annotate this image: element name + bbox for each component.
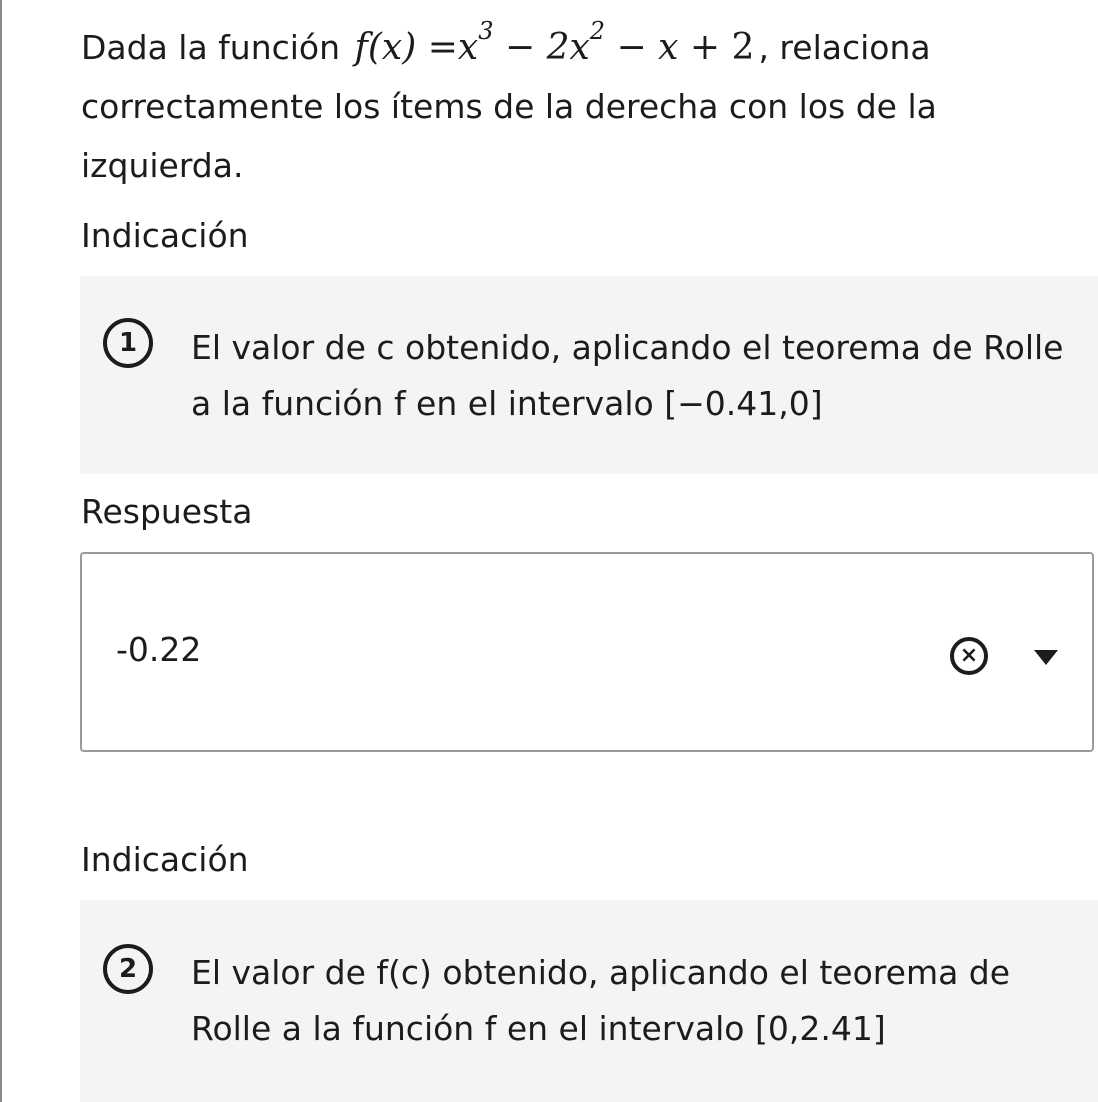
chevron-down-icon[interactable] — [1034, 650, 1058, 665]
answer-label-1: Respuesta — [81, 492, 253, 531]
clear-icon[interactable]: × — [950, 637, 988, 675]
hint-box-1 — [80, 276, 1098, 474]
hint-label-2: Indicación — [81, 840, 249, 879]
hint-text-1: El valor de c obtenido, aplicando el teorema de Rolle a la función f en el intervalo [−0.41,0] — [191, 328, 1064, 423]
answer-selected-value: -0.22 — [116, 630, 202, 669]
hint-label-1: Indicación — [81, 216, 249, 255]
question-prefix: Dada la función — [81, 28, 341, 67]
question-suffix: , relaciona correctamente los ítems de la derecha con los de la izquierda. — [81, 28, 937, 185]
item-number-badge-1: 1 — [103, 318, 153, 368]
item-number-badge-2: 2 — [103, 944, 153, 994]
hint-box-2 — [80, 900, 1098, 1102]
left-border — [0, 0, 2, 1102]
answer-select-1[interactable] — [80, 552, 1094, 752]
function-expression: $f(x) =x^3 - 2x^2 - x + 2$ — [354, 17, 755, 68]
question-prompt — [81, 18, 1071, 195]
hint-text-2: El valor de f(c) obtenido, aplicando el teorema de Rolle a la función f en el intervalo [0,2.41] — [191, 953, 1011, 1048]
